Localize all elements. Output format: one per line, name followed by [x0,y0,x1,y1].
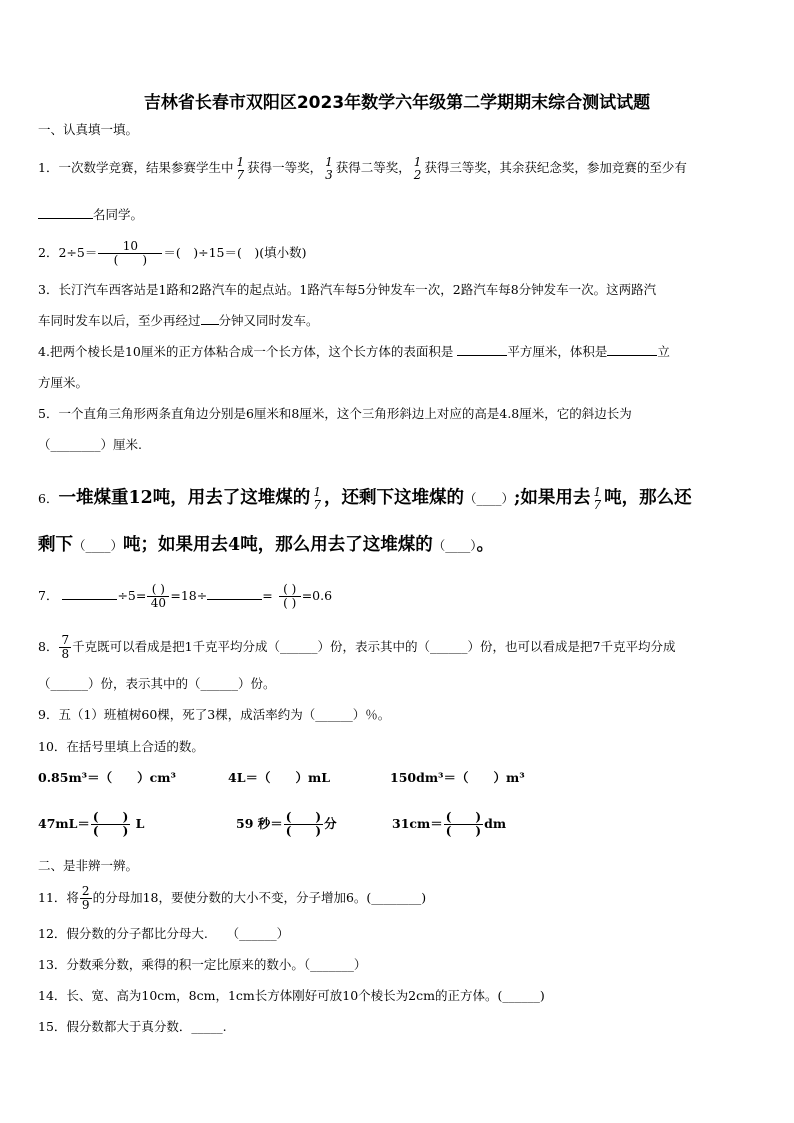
question-4-line2: 方厘米。 [38,375,89,390]
question-12: 12．假分数的分子都比分母大. （______） [38,926,290,941]
question-3-line2: 车同时发车以后，至少再经过 分钟又同时发车。 [38,313,319,328]
question-1: 1．一次数学竞赛，结果参赛学生中 1 7 获得一等奖， 1 3 获得二等奖， 1 2 获得三等奖，其余获纪念奖，参加竞赛的至少有 [38,154,687,182]
question-2: 2．2÷5＝ $\frac{10}{( )}$ ＝( )÷15＝( )(填小数) [38,239,307,267]
section-heading-1: 一、认真填一填。 [38,122,139,137]
answer-blank[interactable] [201,324,219,325]
question-13: 13．分数乘分数，乘得的积一定比原来的数小。（_______） [38,957,367,972]
question-15: 15．假分数都大于真分数．_____. [38,1019,227,1034]
answer-blank[interactable] [457,355,507,356]
question-9: 9．五（1）班植树60棵，死了3棵，成活率约为（______）％。 [38,707,391,722]
question-4: 4.把两个棱长是10厘米的正方体粘合成一个长方体，这个长方体的表面积是 平方厘米，体积是 立 [38,344,670,359]
answer-blank[interactable] [207,599,262,600]
question-7: 7． ÷5= $\frac{( )}{40}$ =18÷ = $\frac{( )}{( )}$ =0.6 [38,582,333,610]
question-10-item-6: 31cm＝ $\frac{( )}{( )}$ dm [392,810,507,838]
question-5: 5．一个直角三角形两条直角边分别是6厘米和8厘米，这个三角形斜边上对应的高是4.8厘米，它的斜边长为 [38,406,632,421]
question-10-item-1: 0.85m³＝（ ）cm³ [38,770,176,785]
question-11: 11．将 $\frac{2}{9}$ 的分母加18，要使分数的大小不变，分子增加6。(________) [38,884,427,912]
section-heading-2: 二、是非辨一辨。 [38,858,139,873]
question-3: 3．长汀汽车西客站是1路和2路汽车的起点站。1路汽车每5分钟发车一次，2路汽车每8分钟发车一次。这两路汽 [38,282,657,297]
question-1-line2: 名同学。 [38,207,143,223]
page-title: 吉林省长春市双阳区2023年数学六年级第二学期期末综合测试试题 [143,93,651,113]
question-8-line2: （______）份，表示其中的（______）份。 [38,676,276,691]
question-6: 6．一堆煤重12吨，用去了这堆煤的 1 7 ，还剩下这堆煤的（____）;如果用去 1 7 吨，那么还 [38,484,692,512]
question-10-item-3: 150dm³＝（ ）m³ [390,770,525,785]
question-10-item-2: 4L＝（ ）mL [228,770,331,785]
question-14: 14．长、宽、高为10cm，8cm，1cm长方体刚好可放10个棱长为2cm的正方体。(______) [38,988,545,1003]
question-10: 10．在括号里填上合适的数。 [38,739,204,754]
answer-blank[interactable] [62,599,117,600]
question-6-line2: 剩下（____）吨；如果用去4吨，那么用去了这堆煤的（____）。 [38,535,494,555]
question-10-item-4: 47mL＝ $\frac{( )}{( )}$ L [38,810,145,838]
question-8: 8． $\frac{7}{8}$ 千克既可以看成是把1千克平均分成（______）份，表示其中的（______）份，也可以看成是把7千克平均分成 [38,633,676,661]
question-5-line2: （________）厘米. [38,437,142,452]
answer-blank[interactable] [607,355,657,356]
answer-blank[interactable] [38,218,93,219]
question-10-item-5: 59 秒＝ $\frac{( )}{( )}$ 分 [236,810,337,838]
